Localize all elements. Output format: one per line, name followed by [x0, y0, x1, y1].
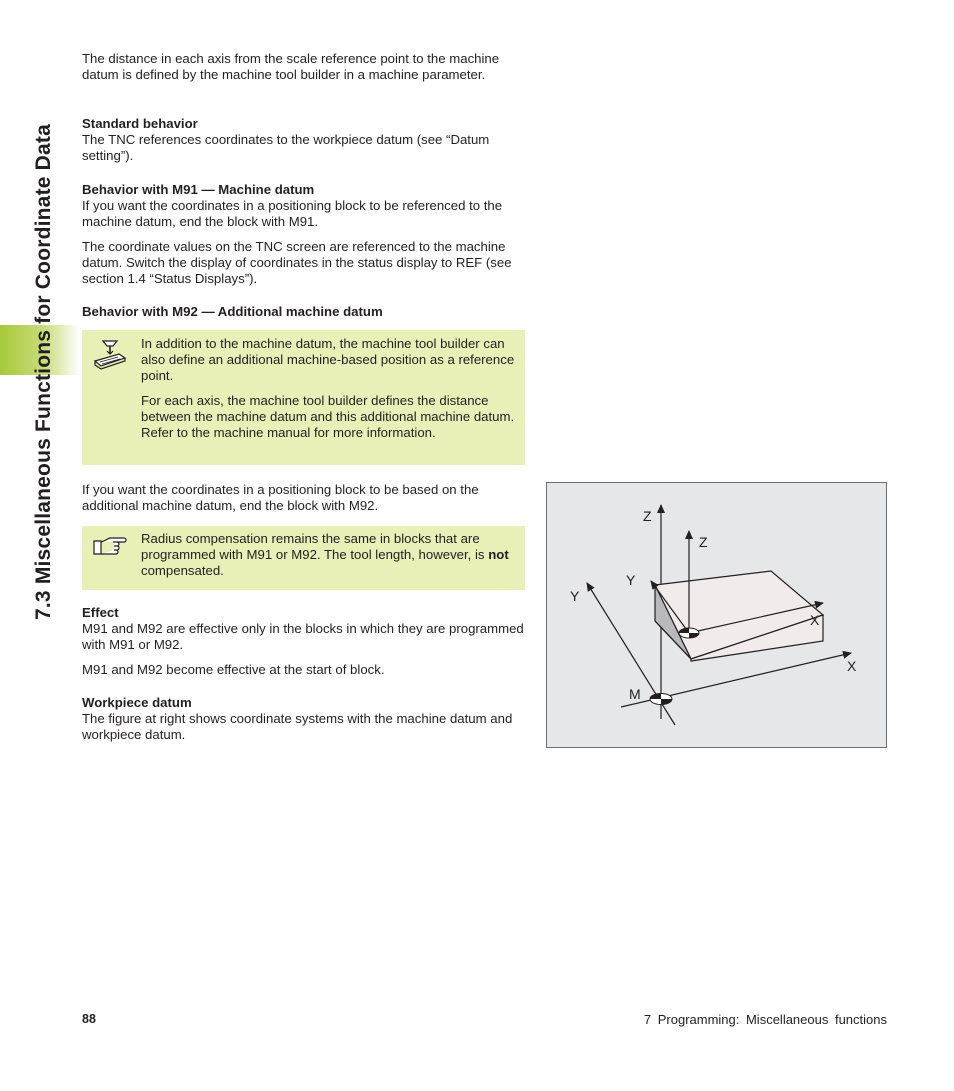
coordinate-diagram: [547, 483, 886, 747]
label-machine-z: Z: [643, 508, 652, 524]
machine-datum-symbol: [650, 694, 672, 705]
radius-note-text-end: compensated.: [141, 563, 224, 578]
pointing-hand-icon: [92, 532, 128, 564]
label-machine-x: X: [847, 658, 857, 674]
radius-note-emphasis: not: [488, 547, 509, 562]
label-workpiece-z: Z: [699, 534, 708, 550]
label-machine-datum: M: [629, 686, 641, 702]
m91-text-1: If you want the coordinates in a positioning block to be referenced to the machine datum, end the block with M91.: [82, 198, 503, 229]
section-title-vertical: 7.3 Miscellaneous Functions for Coordinate Data: [32, 124, 55, 620]
m91-text-2: The coordinate values on the TNC screen are referenced to the machine datum. Switch the display of coordinates in the status display to REF (see section 1.4 “Status Displays”).: [82, 239, 512, 286]
machine-note-text-1: In addition to the machine datum, the machine tool builder can also define an additional machine-based position as a reference point.: [141, 336, 515, 383]
workpiece-datum-text: The figure at right shows coordinate systems with the machine datum and workpiece datum.: [82, 711, 513, 742]
machine-note-box: [82, 330, 525, 465]
workpiece-datum-heading: Workpiece datum: [82, 695, 192, 710]
standard-behavior-text: The TNC references coordinates to the workpiece datum (see “Datum setting”).: [82, 132, 490, 163]
radius-note-text-part: Radius compensation remains the same in blocks that are programmed with M91 or M92. The tool length, however, is: [141, 531, 489, 562]
intro-paragraph: The distance in each axis from the scale reference point to the machine datum is defined by the machine tool builder in a machine parameter.: [82, 51, 500, 82]
machine-tool-icon: [92, 338, 128, 370]
coordinate-systems-figure: [546, 482, 887, 748]
label-machine-y: Y: [570, 588, 580, 604]
label-workpiece-x: X: [810, 612, 820, 628]
label-workpiece-y: Y: [626, 572, 636, 588]
standard-behavior-heading: Standard behavior: [82, 116, 198, 131]
effect-heading: Effect: [82, 605, 119, 620]
radius-note-box: [82, 526, 525, 590]
m92-heading: Behavior with M92 — Additional machine datum: [82, 304, 383, 319]
effect-text-1: M91 and M92 are effective only in the blocks in which they are programmed with M91 or M92.: [82, 621, 524, 652]
radius-note-text: [141, 531, 515, 579]
m92-text: If you want the coordinates in a positioning block to be based on the additional machine datum, end the block with M92.: [82, 482, 479, 513]
workpiece-datum-symbol: [679, 628, 699, 638]
effect-text-2: M91 and M92 become effective at the start of block.: [82, 662, 385, 677]
machine-note-text-2: For each axis, the machine tool builder defines the distance between the machine datum and this additional machine datum. Refer to the machine manual for more information.: [141, 393, 515, 440]
chapter-footer: 7 Programming: Miscellaneous functions: [643, 1012, 887, 1027]
page-number: 88: [82, 1012, 96, 1026]
m91-heading: Behavior with M91 — Machine datum: [82, 182, 315, 197]
